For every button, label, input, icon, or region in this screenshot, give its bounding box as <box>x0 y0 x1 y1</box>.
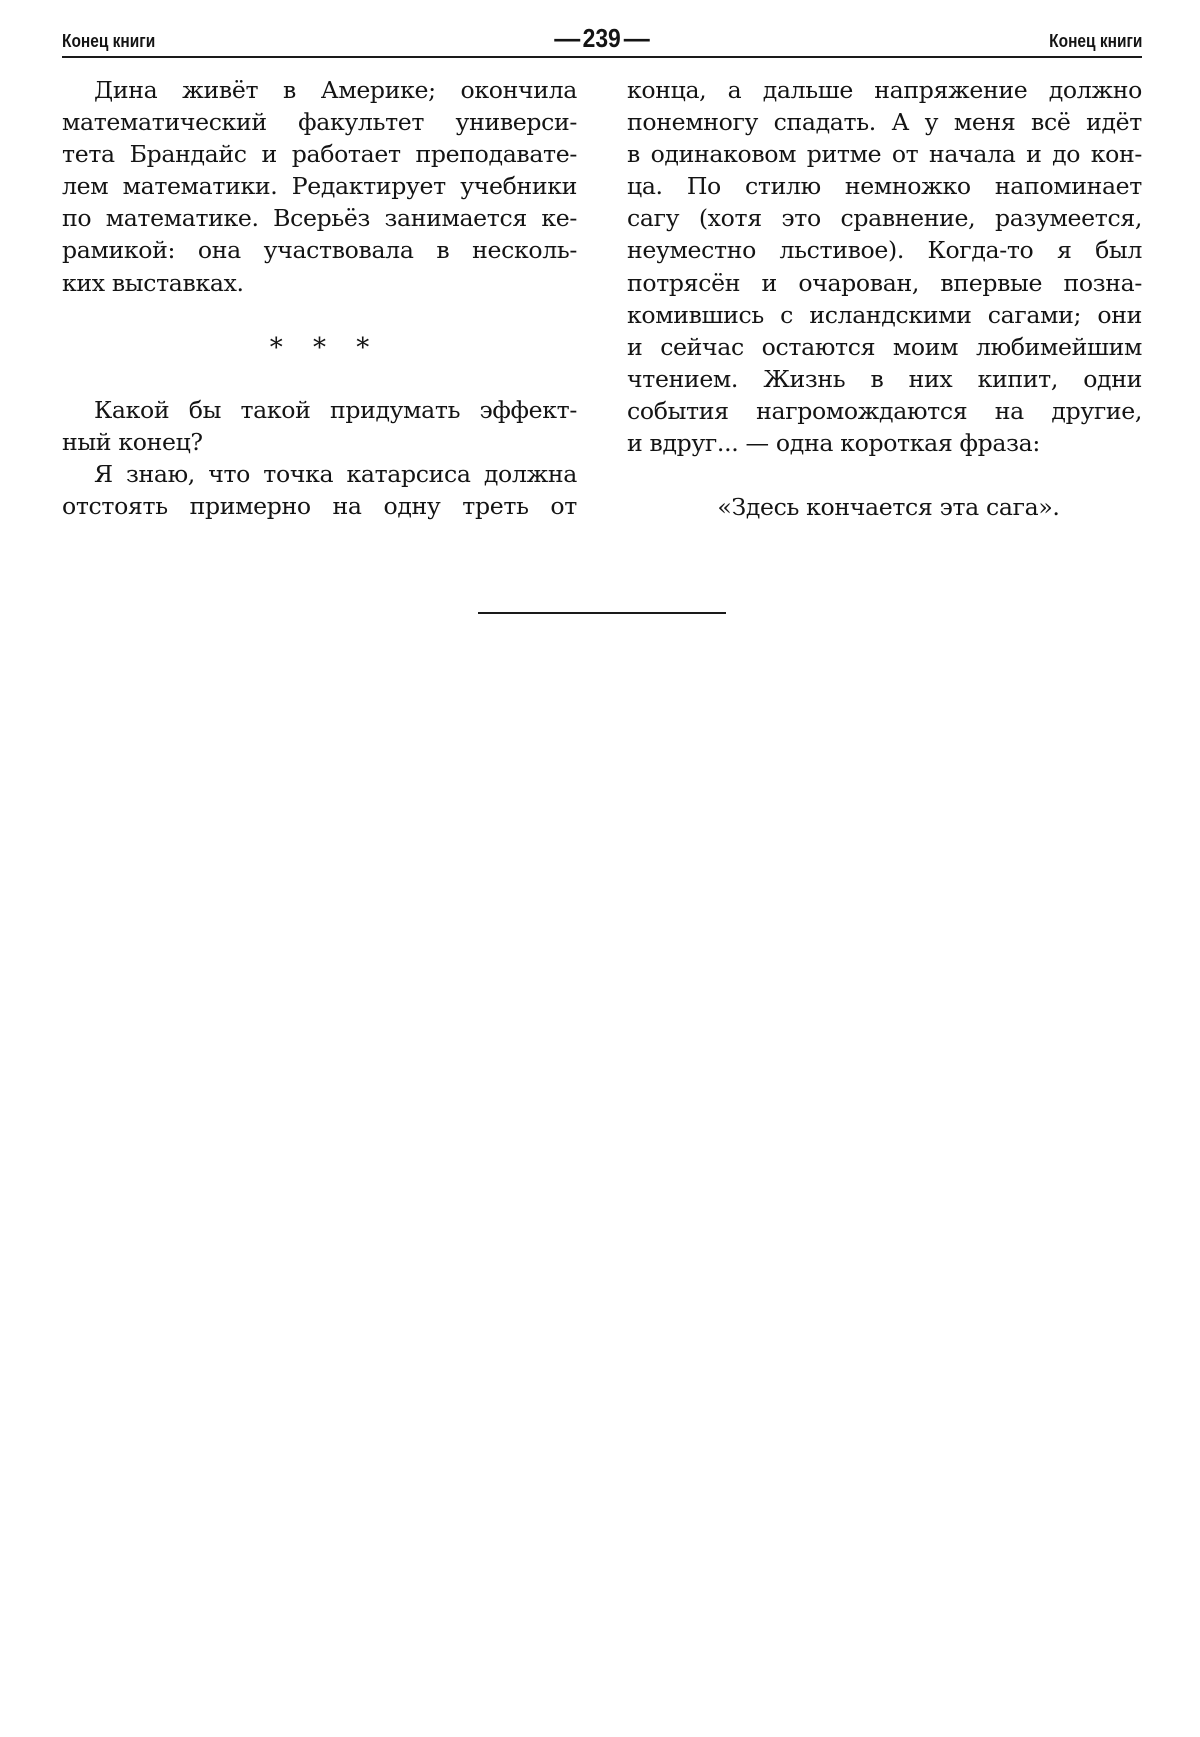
text-line: ких выставках. <box>62 268 244 297</box>
paragraph <box>62 458 577 522</box>
text-line: конца, а дальше напряжение должно <box>627 76 1142 104</box>
right-column <box>627 74 1142 523</box>
closing-quote: «Здесь кончается эта сага». <box>717 493 1060 522</box>
text-line: ца. По стилю немножко напоминает <box>627 172 1142 201</box>
header-right-title: Конец книги <box>1048 31 1142 51</box>
text-line: рамикой: она участвовала в несколь- <box>62 236 577 265</box>
section-separator: * * * <box>269 332 370 363</box>
page-number-value: 239 <box>582 23 622 53</box>
text-line: математический факультет универси- <box>62 108 577 137</box>
text-line: комившись с исландскими сагами; они <box>627 300 1142 329</box>
paragraph <box>62 74 577 299</box>
text-line: и сейчас остаются моим любимейшим <box>627 332 1142 361</box>
text-line: Я знаю, что точка катарсиса должна <box>94 459 577 488</box>
text-line: неуместно льстивое). Когда-то я был <box>627 236 1142 265</box>
spacer <box>627 459 1142 491</box>
page-number: — 239 — <box>554 23 650 53</box>
paragraph <box>627 74 1142 459</box>
text-line: и вдруг... — одна короткая фраза: <box>627 429 1040 458</box>
end-rule <box>478 612 726 614</box>
paragraph <box>62 394 577 458</box>
text-line: события нагромождаются на другие, <box>627 396 1142 425</box>
text-line: тета Брандайс и работает преподавате- <box>62 140 577 169</box>
text-line: чтением. Жизнь в них кипит, одни <box>627 364 1142 393</box>
running-header <box>62 20 1142 58</box>
text-line: по математике. Всерьёз занимается ке- <box>62 204 577 233</box>
text-line: Какой бы такой придумать эффект- <box>94 395 577 424</box>
text-line: понемногу спадать. А у меня всё идёт <box>627 108 1142 137</box>
text-line: потрясён и очарован, впервые позна- <box>627 268 1142 297</box>
text-line: лем математики. Редактирует учебники <box>62 172 577 201</box>
text-line: в одинаковом ритме от начала и до кон- <box>627 140 1142 169</box>
header-left-title: Конец книги <box>62 31 156 51</box>
left-column <box>62 74 577 522</box>
text-line: отстоять примерно на одну треть от <box>62 492 577 521</box>
text-line: сагу (хотя это сравнение, разумеется, <box>627 204 1142 233</box>
text-line: ный конец? <box>62 427 203 456</box>
text-line: Дина живёт в Америке; окончила <box>94 76 577 104</box>
